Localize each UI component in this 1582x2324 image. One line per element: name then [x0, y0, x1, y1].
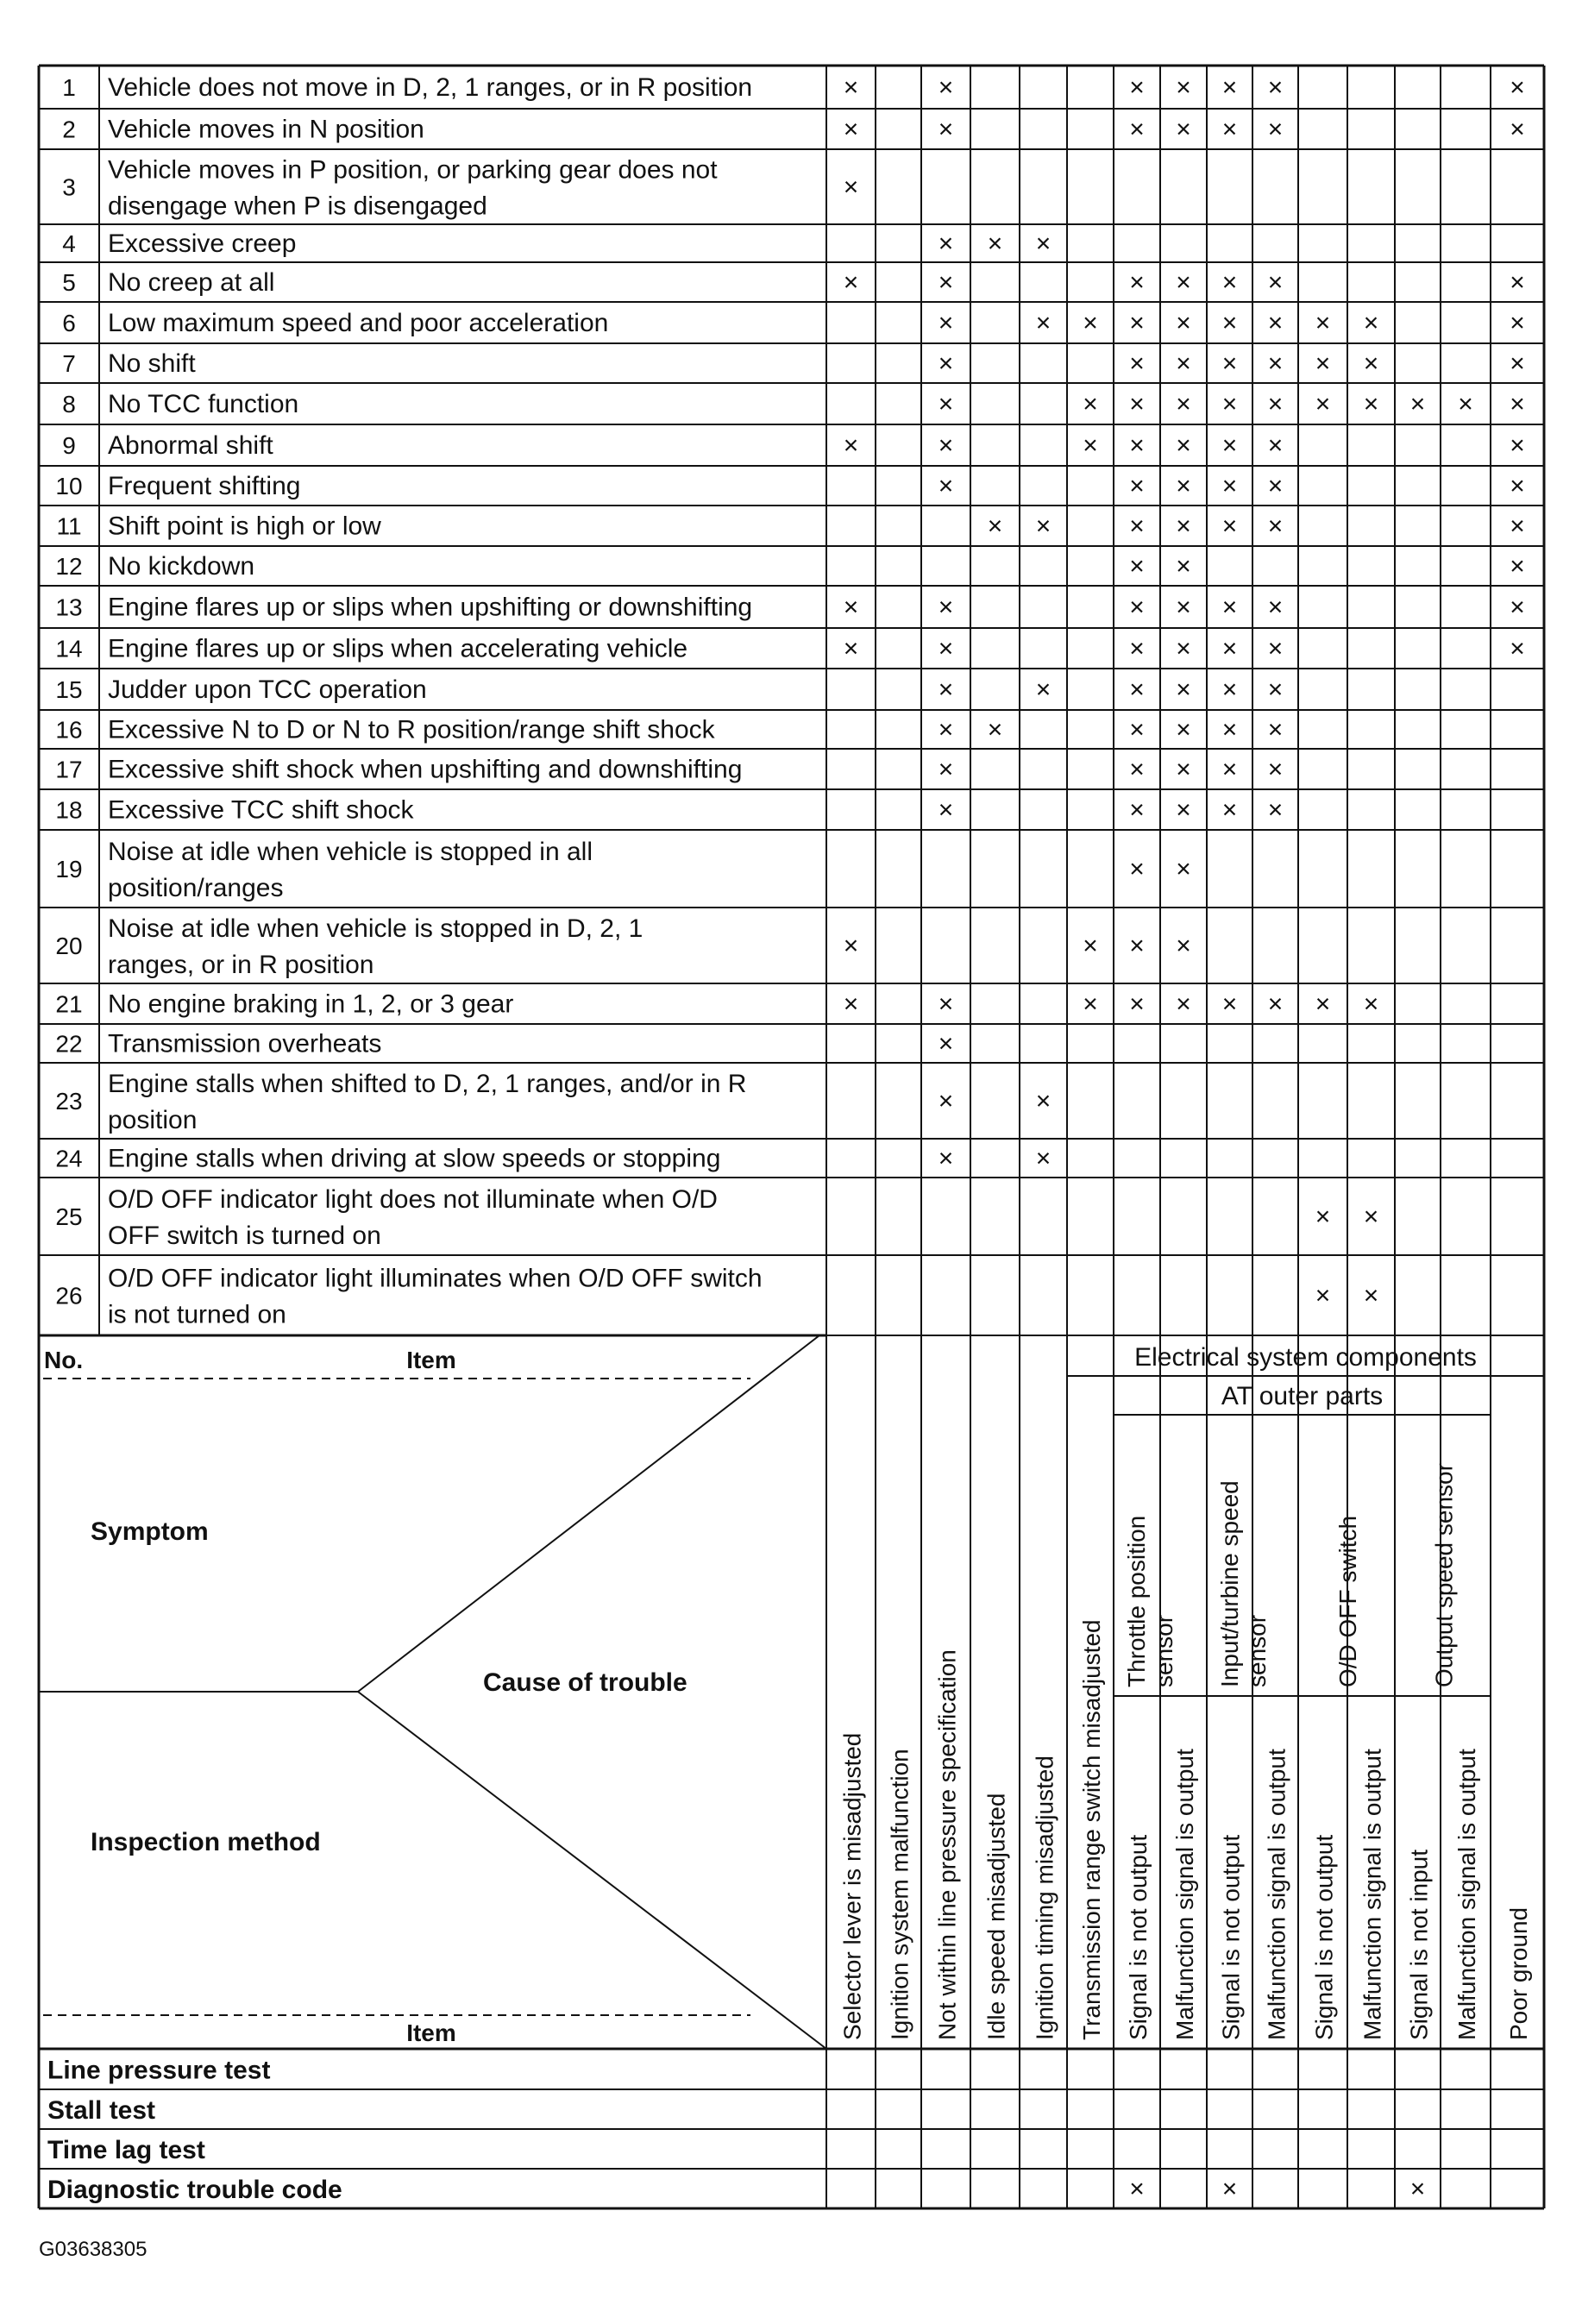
- cross-mark: ×: [938, 349, 954, 378]
- symptom-text: Excessive N to D or N to R position/range shift shock: [108, 715, 715, 744]
- cross-mark: ×: [1129, 2175, 1145, 2203]
- cross-mark: ×: [1176, 715, 1191, 744]
- row-number: 4: [62, 230, 76, 257]
- cross-mark: ×: [938, 1144, 954, 1173]
- row-number: 24: [55, 1145, 83, 1172]
- cross-mark: ×: [1267, 512, 1284, 541]
- row-number: 11: [56, 512, 82, 540]
- cross-mark: ×: [1267, 675, 1284, 704]
- cross-mark: ×: [1409, 2175, 1426, 2203]
- cross-mark: ×: [1221, 309, 1238, 337]
- cross-mark: ×: [938, 309, 954, 337]
- symptom-text: No TCC function: [108, 390, 299, 418]
- row-number: 14: [55, 635, 83, 663]
- column-label: Signal is not output: [1125, 1834, 1152, 2040]
- cross-mark: ×: [843, 431, 859, 460]
- symptom-text: Frequent shifting: [108, 472, 301, 500]
- cross-mark: ×: [1221, 795, 1238, 825]
- symptom-text: position/ranges: [108, 874, 284, 902]
- header-no: No.: [44, 1347, 84, 1373]
- cross-mark: ×: [1510, 268, 1525, 297]
- cross-mark: ×: [1409, 390, 1426, 418]
- figure-code: G03638305: [39, 2238, 148, 2261]
- cross-mark: ×: [1267, 268, 1284, 297]
- column-label: Malfunction signal is output: [1359, 1749, 1386, 2040]
- cross-mark: ×: [1315, 390, 1331, 418]
- cross-mark: ×: [1510, 472, 1525, 500]
- cross-mark: ×: [938, 472, 954, 500]
- cross-mark: ×: [1221, 73, 1238, 102]
- test-label: Stall test: [47, 2096, 156, 2125]
- test-label: Time lag test: [47, 2136, 205, 2164]
- cross-mark: ×: [1129, 431, 1145, 460]
- cross-mark: ×: [1129, 855, 1145, 883]
- cross-mark: ×: [1176, 349, 1191, 378]
- cross-mark: ×: [1129, 675, 1145, 704]
- cross-mark: ×: [1221, 268, 1238, 297]
- cross-mark: ×: [1176, 309, 1191, 337]
- column-label: Poor ground: [1505, 1906, 1532, 2040]
- cross-mark: ×: [1221, 512, 1238, 541]
- cross-mark: ×: [1176, 552, 1191, 581]
- cross-mark: ×: [1510, 634, 1525, 663]
- cross-mark: ×: [1363, 309, 1379, 337]
- cross-mark: ×: [1129, 932, 1145, 960]
- cross-mark: ×: [1129, 552, 1145, 581]
- symptom-text: is not turned on: [108, 1300, 286, 1329]
- column-label: Malfunction signal is output: [1171, 1749, 1198, 2040]
- cross-mark: ×: [1129, 715, 1145, 744]
- group-at-outer: AT outer parts: [1221, 1382, 1384, 1410]
- symptom-text: disengage when P is disengaged: [108, 192, 487, 221]
- column-label: Signal is not output: [1217, 1834, 1245, 2040]
- cross-mark: ×: [1267, 73, 1284, 102]
- cross-mark: ×: [1458, 390, 1473, 418]
- column-label: Signal is not output: [1310, 1834, 1338, 2040]
- row-number: 15: [55, 676, 83, 703]
- symptom-text: Shift point is high or low: [108, 512, 381, 541]
- cross-mark: ×: [1315, 989, 1331, 1019]
- cross-mark: ×: [1315, 1281, 1331, 1310]
- cross-mark: ×: [1176, 675, 1191, 704]
- cross-mark: ×: [843, 932, 859, 960]
- cross-mark: ×: [1176, 268, 1191, 297]
- cross-mark: ×: [938, 593, 954, 622]
- cross-mark: ×: [1267, 634, 1284, 663]
- cross-mark: ×: [1035, 309, 1052, 337]
- row-number: 8: [62, 391, 76, 418]
- symptom-text: position: [108, 1106, 198, 1134]
- cross-mark: ×: [1176, 932, 1191, 960]
- cross-mark: ×: [1363, 1281, 1379, 1310]
- cross-mark: ×: [1510, 309, 1525, 337]
- cross-mark: ×: [1083, 932, 1098, 960]
- cross-mark: ×: [938, 431, 954, 460]
- sensor-group-label: sensor: [1151, 1614, 1177, 1687]
- cross-mark: ×: [1083, 431, 1098, 460]
- row-number: 12: [55, 553, 83, 580]
- symptom-text: No shift: [108, 349, 196, 378]
- cross-mark: ×: [938, 73, 954, 102]
- symptom-text: Engine stalls when shifted to D, 2, 1 ranges, and/or in R: [108, 1070, 747, 1098]
- row-number: 16: [55, 716, 83, 744]
- row-number: 13: [55, 594, 83, 621]
- header-item-bottom: Item: [406, 2019, 456, 2046]
- row-number: 6: [62, 310, 76, 336]
- sensor-group-label: O/D OFF switch: [1334, 1515, 1361, 1687]
- symptom-text: ranges, or in R position: [108, 951, 374, 979]
- sensor-group-label: sensor: [1244, 1614, 1271, 1687]
- symptom-text: Vehicle does not move in D, 2, 1 ranges, or in R position: [108, 73, 753, 102]
- cross-mark: ×: [1176, 431, 1191, 460]
- cross-mark: ×: [1129, 309, 1145, 337]
- symptom-text: Noise at idle when vehicle is stopped in all: [108, 838, 593, 866]
- cross-mark: ×: [938, 268, 954, 297]
- cross-mark: ×: [1129, 73, 1145, 102]
- cross-mark: ×: [1129, 390, 1145, 418]
- cross-mark: ×: [1267, 431, 1284, 460]
- cross-mark: ×: [1176, 593, 1191, 622]
- cross-mark: ×: [1221, 349, 1238, 378]
- symptom-text: Engine flares up or slips when upshifting or downshifting: [108, 593, 753, 622]
- column-label: Idle speed misadjusted: [982, 1793, 1010, 2040]
- cross-mark: ×: [1510, 349, 1525, 378]
- cross-mark: ×: [1176, 115, 1191, 144]
- cross-mark: ×: [1221, 989, 1238, 1019]
- cross-mark: ×: [1510, 73, 1525, 102]
- cross-mark: ×: [1083, 309, 1098, 337]
- cross-mark: ×: [938, 634, 954, 663]
- cross-mark: ×: [938, 115, 954, 144]
- column-label: Signal is not input: [1405, 1849, 1433, 2040]
- column-label: Ignition timing misadjusted: [1031, 1756, 1058, 2040]
- cross-mark: ×: [1267, 593, 1284, 622]
- diagonal-line: [358, 1335, 819, 1692]
- cross-mark: ×: [1129, 755, 1145, 784]
- cross-mark: ×: [1221, 715, 1238, 744]
- column-label: Selector lever is misadjusted: [838, 1732, 866, 2040]
- column-label: Not within line pressure specification: [933, 1649, 961, 2040]
- column-label: Transmission range switch misadjusted: [1078, 1619, 1105, 2040]
- symptom-text: O/D OFF indicator light does not illuminate when O/D: [108, 1185, 718, 1214]
- row-number: 9: [62, 432, 76, 459]
- cross-mark: ×: [1129, 795, 1145, 825]
- symptom-text: OFF switch is turned on: [108, 1222, 381, 1250]
- cross-mark: ×: [843, 115, 859, 144]
- row-number: 7: [62, 350, 76, 377]
- cross-mark: ×: [938, 989, 954, 1019]
- cross-mark: ×: [1221, 115, 1238, 144]
- cross-mark: ×: [1176, 390, 1191, 418]
- cross-mark: ×: [843, 593, 859, 622]
- cross-mark: ×: [987, 229, 1003, 258]
- cross-mark: ×: [1083, 989, 1098, 1019]
- sensor-group-label: Input/turbine speed: [1216, 1480, 1243, 1687]
- row-number: 1: [62, 74, 76, 101]
- diagonal-line: [358, 1692, 826, 2049]
- cross-mark: ×: [1176, 512, 1191, 541]
- cross-mark: ×: [938, 390, 954, 418]
- symptom-text: Low maximum speed and poor acceleration: [108, 309, 609, 337]
- row-number: 20: [55, 933, 83, 959]
- cross-mark: ×: [1510, 512, 1525, 541]
- cross-mark: ×: [1129, 268, 1145, 297]
- cross-mark: ×: [1363, 1203, 1379, 1231]
- symptom-text: Transmission overheats: [108, 1029, 382, 1058]
- symptom-text: Abnormal shift: [108, 431, 273, 460]
- cross-mark: ×: [1129, 593, 1145, 622]
- row-number: 21: [55, 990, 83, 1018]
- cross-mark: ×: [1221, 755, 1238, 784]
- cross-mark: ×: [1221, 2175, 1238, 2203]
- header-item: Item: [406, 1347, 456, 1373]
- header-symptom: Symptom: [91, 1517, 209, 1546]
- row-number: 18: [55, 796, 83, 824]
- cross-mark: ×: [1221, 675, 1238, 704]
- symptom-text: No engine braking in 1, 2, or 3 gear: [108, 989, 514, 1019]
- cross-mark: ×: [938, 755, 954, 784]
- symptom-text: Excessive creep: [108, 229, 297, 258]
- test-label: Line pressure test: [47, 2056, 271, 2085]
- row-number: 26: [55, 1282, 83, 1310]
- cross-mark: ×: [1510, 115, 1525, 144]
- cross-mark: ×: [1129, 115, 1145, 144]
- row-number: 25: [55, 1203, 83, 1230]
- sensor-group-label: Output speed sensor: [1430, 1463, 1458, 1687]
- cross-mark: ×: [843, 268, 859, 297]
- cross-mark: ×: [1176, 755, 1191, 784]
- cross-mark: ×: [1035, 675, 1052, 704]
- cross-mark: ×: [1221, 593, 1238, 622]
- cross-mark: ×: [1315, 349, 1331, 378]
- cross-mark: ×: [1267, 755, 1284, 784]
- cross-mark: ×: [1267, 115, 1284, 144]
- cross-mark: ×: [938, 715, 954, 744]
- cross-mark: ×: [843, 73, 859, 102]
- symptom-text: Excessive shift shock when upshifting and downshifting: [108, 755, 743, 784]
- cross-mark: ×: [1035, 1144, 1052, 1173]
- cross-mark: ×: [1176, 989, 1191, 1019]
- cross-mark: ×: [1176, 472, 1191, 500]
- cross-mark: ×: [938, 675, 954, 704]
- symptom-text: Vehicle moves in P position, or parking gear does not: [108, 155, 718, 185]
- cross-mark: ×: [843, 634, 859, 663]
- symptom-text: Judder upon TCC operation: [108, 675, 427, 704]
- cross-mark: ×: [1510, 390, 1525, 418]
- cross-mark: ×: [1129, 349, 1145, 378]
- sensor-group-label: Throttle position: [1123, 1515, 1150, 1687]
- cross-mark: ×: [1035, 512, 1052, 541]
- cross-mark: ×: [1267, 390, 1284, 418]
- row-number: 19: [55, 856, 83, 882]
- row-number: 23: [55, 1088, 83, 1115]
- cross-mark: ×: [1221, 390, 1238, 418]
- column-label: Malfunction signal is output: [1263, 1749, 1290, 2040]
- row-number: 2: [62, 116, 76, 143]
- cross-mark: ×: [1363, 349, 1379, 378]
- symptom-text: Excessive TCC shift shock: [108, 795, 414, 825]
- cross-mark: ×: [1267, 349, 1284, 378]
- cross-mark: ×: [1363, 989, 1379, 1019]
- cross-mark: ×: [1129, 989, 1145, 1019]
- cross-mark: ×: [1267, 795, 1284, 825]
- cross-mark: ×: [1510, 431, 1525, 460]
- cross-mark: ×: [1035, 229, 1052, 258]
- cross-mark: ×: [938, 795, 954, 825]
- cross-mark: ×: [1510, 552, 1525, 581]
- cross-mark: ×: [938, 1087, 954, 1115]
- column-label: Ignition system malfunction: [886, 1749, 913, 2040]
- column-label: Malfunction signal is output: [1453, 1749, 1480, 2040]
- symptom-text: Noise at idle when vehicle is stopped in D, 2, 1: [108, 914, 643, 943]
- cross-mark: ×: [1315, 1203, 1331, 1231]
- cross-mark: ×: [1176, 855, 1191, 883]
- cross-mark: ×: [1267, 989, 1284, 1019]
- cross-mark: ×: [1129, 472, 1145, 500]
- row-number: 22: [55, 1030, 83, 1058]
- cross-mark: ×: [987, 512, 1003, 541]
- symptom-text: Engine stalls when driving at slow speeds or stopping: [108, 1144, 721, 1173]
- cross-mark: ×: [843, 173, 859, 202]
- cross-mark: ×: [1176, 73, 1191, 102]
- symptom-text: Vehicle moves in N position: [108, 115, 424, 144]
- cross-mark: ×: [1267, 472, 1284, 500]
- row-number: 5: [62, 269, 76, 296]
- cross-mark: ×: [1176, 795, 1191, 825]
- header-inspection: Inspection method: [91, 1828, 321, 1856]
- header-cause: Cause of trouble: [483, 1668, 687, 1697]
- symptom-text: O/D OFF indicator light illuminates when O/D OFF switch: [108, 1264, 763, 1293]
- symptom-text: No creep at all: [108, 268, 275, 297]
- cross-mark: ×: [987, 715, 1003, 744]
- group-electrical: Electrical system components: [1134, 1343, 1477, 1372]
- symptom-text: Engine flares up or slips when accelerating vehicle: [108, 634, 688, 663]
- cross-mark: ×: [938, 1029, 954, 1058]
- row-number: 10: [55, 473, 83, 499]
- cross-mark: ×: [1176, 634, 1191, 663]
- cross-mark: ×: [1221, 634, 1238, 663]
- cross-mark: ×: [1267, 309, 1284, 337]
- cross-mark: ×: [1315, 309, 1331, 337]
- cross-mark: ×: [1267, 715, 1284, 744]
- cross-mark: ×: [1035, 1087, 1052, 1115]
- row-number: 17: [55, 756, 83, 783]
- cross-mark: ×: [1221, 472, 1238, 500]
- cross-mark: ×: [843, 989, 859, 1019]
- cross-mark: ×: [1129, 512, 1145, 541]
- cross-mark: ×: [1221, 431, 1238, 460]
- row-number: 3: [62, 173, 76, 201]
- cross-mark: ×: [1363, 390, 1379, 418]
- cross-mark: ×: [1510, 593, 1525, 622]
- cross-mark: ×: [1083, 390, 1098, 418]
- test-label: Diagnostic trouble code: [47, 2176, 342, 2204]
- cross-mark: ×: [938, 229, 954, 258]
- symptom-text: No kickdown: [108, 552, 255, 581]
- cross-mark: ×: [1129, 634, 1145, 663]
